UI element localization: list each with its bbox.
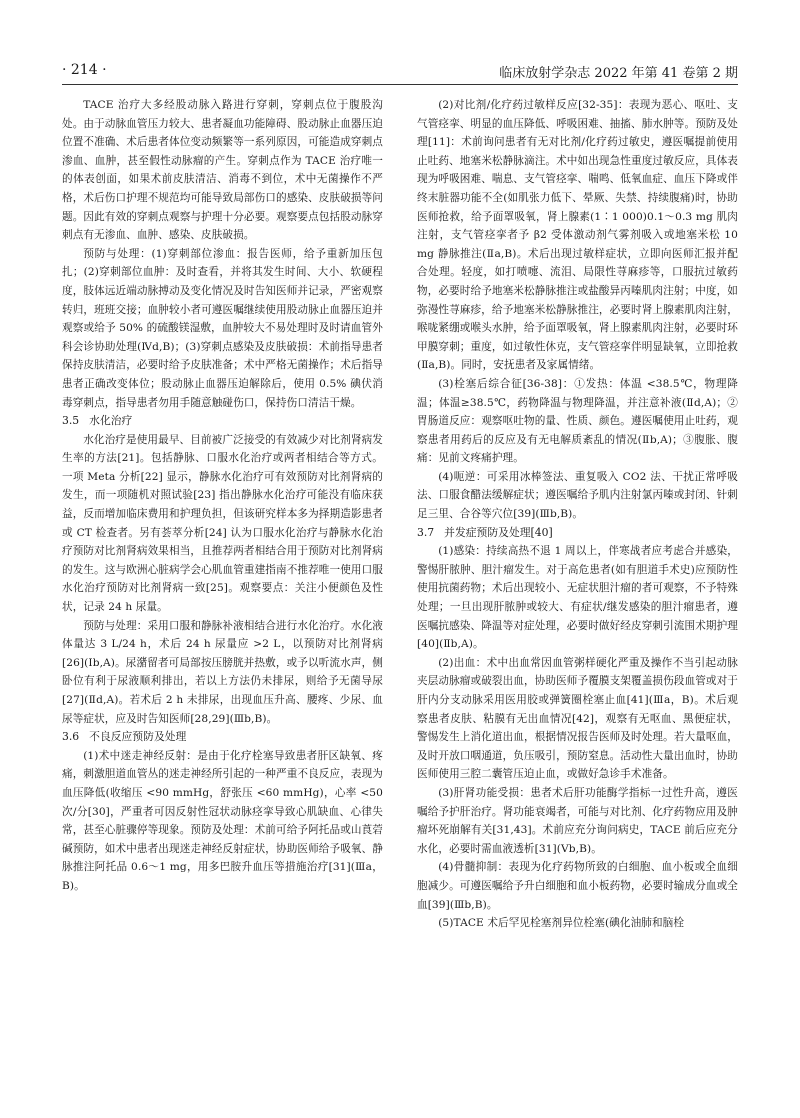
section-number: 3.5	[62, 414, 80, 428]
paragraph: TACE 治疗大多经股动脉入路进行穿刺，穿刺点位于腹股沟处。由于动脉血管压力较大、患者凝血功能障碍、股动脉止血器压迫位置不准确、术后患者体位变动频繁等一系列原因，可能造成穿刺点渗血、血肿，甚至假性动脉瘤的产生。穿刺点作为 TACE 治疗唯一的体表创面，如果术前皮肤清洁、消毒不到位，术中无菌操作不严格，术后伤口护理不规范均可能导致局部伤口的感染、皮肤破损等问题。因此有效的穿刺点观察与护理十分必要。观察要点包括股动脉穿刺点有无渗血、血肿、感染、皮肤破损。	[62, 99, 383, 242]
paragraph: 预防与处理：(1)穿刺部位渗血：报告医师，给予重新加压包扎；(2)穿刺部位血肿：及时查看，并将其发生时间、大小、软硬程度，肢体远近端动脉搏动及变化情况及时告知医师并记录，严密观察转归，班班交接；血肿较小者可遵医嘱继续使用股动脉止血器压迫并观察或给予 50% 的硫酸镁湿敷，血肿较大不易处理时及时请血管外科会诊协助处理(Ⅳd,B)；(3)穿刺点感染及皮肤破损：术前指导患者保持皮肤清洁，必要时给予皮肤准备；术中严格无菌操作；术后指导患者正确改变体位；股动脉止血器压迫解除后，使用 0.5% 碘伏消毒穿刺点，指导患者勿用手随意触碰伤口，保持伤口清洁干燥。	[62, 247, 383, 409]
section-title: 水化治疗	[89, 414, 133, 428]
paragraph: (2)对比剂/化疗药过敏样反应[32-35]：表现为恶心、呕吐、支气管痉挛、明显的血压降低、呼吸困难、抽搐、肺水肿等。预防及处理[11]：术前询问患者有无对比剂/化疗药过敏史，遵医嘱提前使用止吐药、地塞米松静脉滴注。术中如出现急性重度过敏反应，具体表现为呼吸困难、喘息、支气管痉挛、喘鸣、低氧血症、血压下降或伴终末脏器功能不全(如肌张力低下、晕厥、失禁、持续腹痛)时，协助医师抢救，给予面罩吸氧，肾上腺素(1∶1 000)0.1～0.3 mg 肌肉注射，支气管痉挛者予 β2 受体激动剂气雾剂吸入或地塞米松 10 mg 静脉推注(Ⅱa,B)。术后出现过敏样症状，立即向医师汇报并配合处理。轻度，如打喷嚏、流泪、局限性荨麻疹等，口服抗过敏药物，必要时给予地塞米松静脉推注或盐酸异丙嗪肌肉注射；中度，如弥漫性荨麻疹，给予地塞米松静脉推注，必要时肾上腺素肌肉注射，喉咙紧绷或喉头水肿，给予面罩吸氧，肾上腺素肌肉注射，必要时环甲膜穿刺；重度，如过敏性休克，支气管痉挛伴明显缺氧，立即抢救(Ⅱa,B)。同时，安抚患者及家属情绪。	[417, 99, 738, 372]
article-body	[62, 96, 738, 1096]
section-heading	[62, 412, 383, 431]
paragraph: (5)TACE 术后罕见栓塞剂异位栓塞(碘化油肺和脑栓	[438, 917, 685, 930]
section-title: 不良反应预防及处理	[89, 730, 187, 744]
section-number: 3.6	[62, 730, 80, 744]
paragraph: (2)出血：术中出血常因血管粥样硬化严重及操作不当引起动脉夹层动脉瘤或破裂出血，协助医师予覆膜支架覆盖损伤段血管或对于肝内分支动脉采用医用胶或弹簧圈栓塞止血[41](Ⅲa，B)。术后观察患者皮肤、粘膜有无出血情况[42]，观察有无呕血、黑便症状，警惕发生上消化道出血，根据情况报告医师及时处理。若大量呕血，及时开放口咽通道，负压吸引，预防窒息。活动性大量出血时，协助医师使用三腔二囊管压迫止血，或做好急诊手术准备。	[417, 656, 738, 781]
paragraph: (4)呃逆：可采用冰棒签法、重复吸入 CO2 法、干扰正常呼吸法、口服食醋法缓解症状；遵医嘱给予肌内注射氯丙嗪或封闭、针刺足三里、合谷等穴位[39](Ⅲb,B)。	[417, 470, 738, 521]
paragraph: (3)肝肾功能受损：患者术后肝功能酶学指标一过性升高，遵医嘱给予护肝治疗。肾功能衰竭者，可能与对比剂、化疗药物应用及肿瘤坏死崩解有关[31,43]。术前应充分询问病史，TACE 前后应充分水化，必要时需血液透析[31](Ⅴb,B)。	[417, 786, 738, 855]
section-number: 3.7	[417, 525, 435, 539]
section-heading	[62, 728, 383, 747]
paragraph: 预防与处理：采用口服和静脉补液相结合进行水化治疗。水化液体量达 3 L/24 h，术后 24 h 尿量应 >2 L，以预防对比剂肾病[26](Ⅰb,A)。尿潴留者可局部按压膀胱并热敷，或予以听流水声，侧卧位有利于尿液顺利排出，若以上方法仍未排尿，则给予无菌导尿[27](Ⅱd,A)。若术后 2 h 未排尿，出现血压升高、腰疼、少尿、血尿等症状，应及时告知医师[28,29](Ⅲb,B)。	[62, 619, 383, 725]
paragraph: (1)术中迷走神经反射：是由于化疗栓塞导致患者肝区缺氧、疼痛，刺激胆道血管丛的迷走神经所引起的一种严重不良反应，表现为血压降低(收缩压 <90 mmHg，舒张压 <60 mmHg)，心率 <50 次/分[30]，严重者可因反射性冠状动脉痉挛导致心肌缺血、心律失常，甚至心脏骤停等现象。预防及处理：术前可给予阿托品或山莨菪碱预防，如术中患者出现迷走神经反射症状，协助医师给予吸氧、静脉推注阿托品 0.6～1 mg，用多巴胺升血压等措施治疗[31](Ⅲa，B)。	[62, 749, 383, 892]
right-column	[417, 96, 738, 1096]
left-column	[62, 96, 383, 1096]
paragraph: 水化治疗是使用最早、目前被广泛接受的有效减少对比剂肾病发生率的方法[21]。包括静脉、口服水化治疗或两者相结合等方式。一项 Meta 分析[22] 显示，静脉水化治疗可有效预防对比剂肾病的发生，而一项随机对照试验[23] 指出静脉水化治疗可能没有临床获益，反而增加临床费用和护理负担，但该研究样本多为择期造影患者或 CT 检查者。另有荟萃分析[24] 认为口服水化治疗与静脉水化治疗预防对比剂肾病效果相当，且推荐两者相结合用于预防对比剂肾病的发生。这与欧洲心脏病学会心肌血管重建指南不推荐唯一使用口服水化治疗预防对比剂肾病一致[25]。观察要点：关注小便颜色及性状，记录 24 h 尿量。	[62, 433, 383, 614]
paragraph: (4)骨髓抑制：表现为化疗药物所致的白细胞、血小板或全血细胞减少。可遵医嘱给予升白细胞和血小板药物，必要时输成分血或全血[39](Ⅲb,B)。	[417, 861, 738, 911]
section-heading	[417, 524, 738, 543]
page-number: · 214 ·	[62, 62, 107, 78]
paragraph: (1)感染：持续高热不退 1 周以上，伴寒战者应考虑合并感染，警惕肝脓肿、胆汁瘤发生。对于高危患者(如有胆道手术史)应预防性使用抗菌药物；术后出现较小、无症状胆汁瘤的者可观察，不予特殊处理；一旦出现肝脓肿或较大、有症状/继发感染的胆汁瘤患者，遵医嘱抗感染、降温等对症处理，必要时做好经皮穿刺引流围术期护理[40](Ⅱb,A)。	[417, 545, 738, 651]
section-title: 并发症预防及处理[40]	[444, 525, 553, 539]
paragraph: (3)栓塞后综合征[36-38]：①发热：体温 <38.5℃，物理降温；体温≥38.5℃，药物降温与物理降温，并注意补液(Ⅱd,A)；②胃肠道反应：观察呕吐物的量、性质、颜色。遵医嘱使用止吐药，观察患者用药后的反应及有无电解质紊乱的情况(Ⅱb,A)；③腹胀、腹痛：见前文疼痛护理。	[417, 377, 738, 465]
page-header	[62, 58, 738, 85]
journal-title: 临床放射学杂志 2022 年第 41 卷第 2 期	[499, 66, 738, 81]
